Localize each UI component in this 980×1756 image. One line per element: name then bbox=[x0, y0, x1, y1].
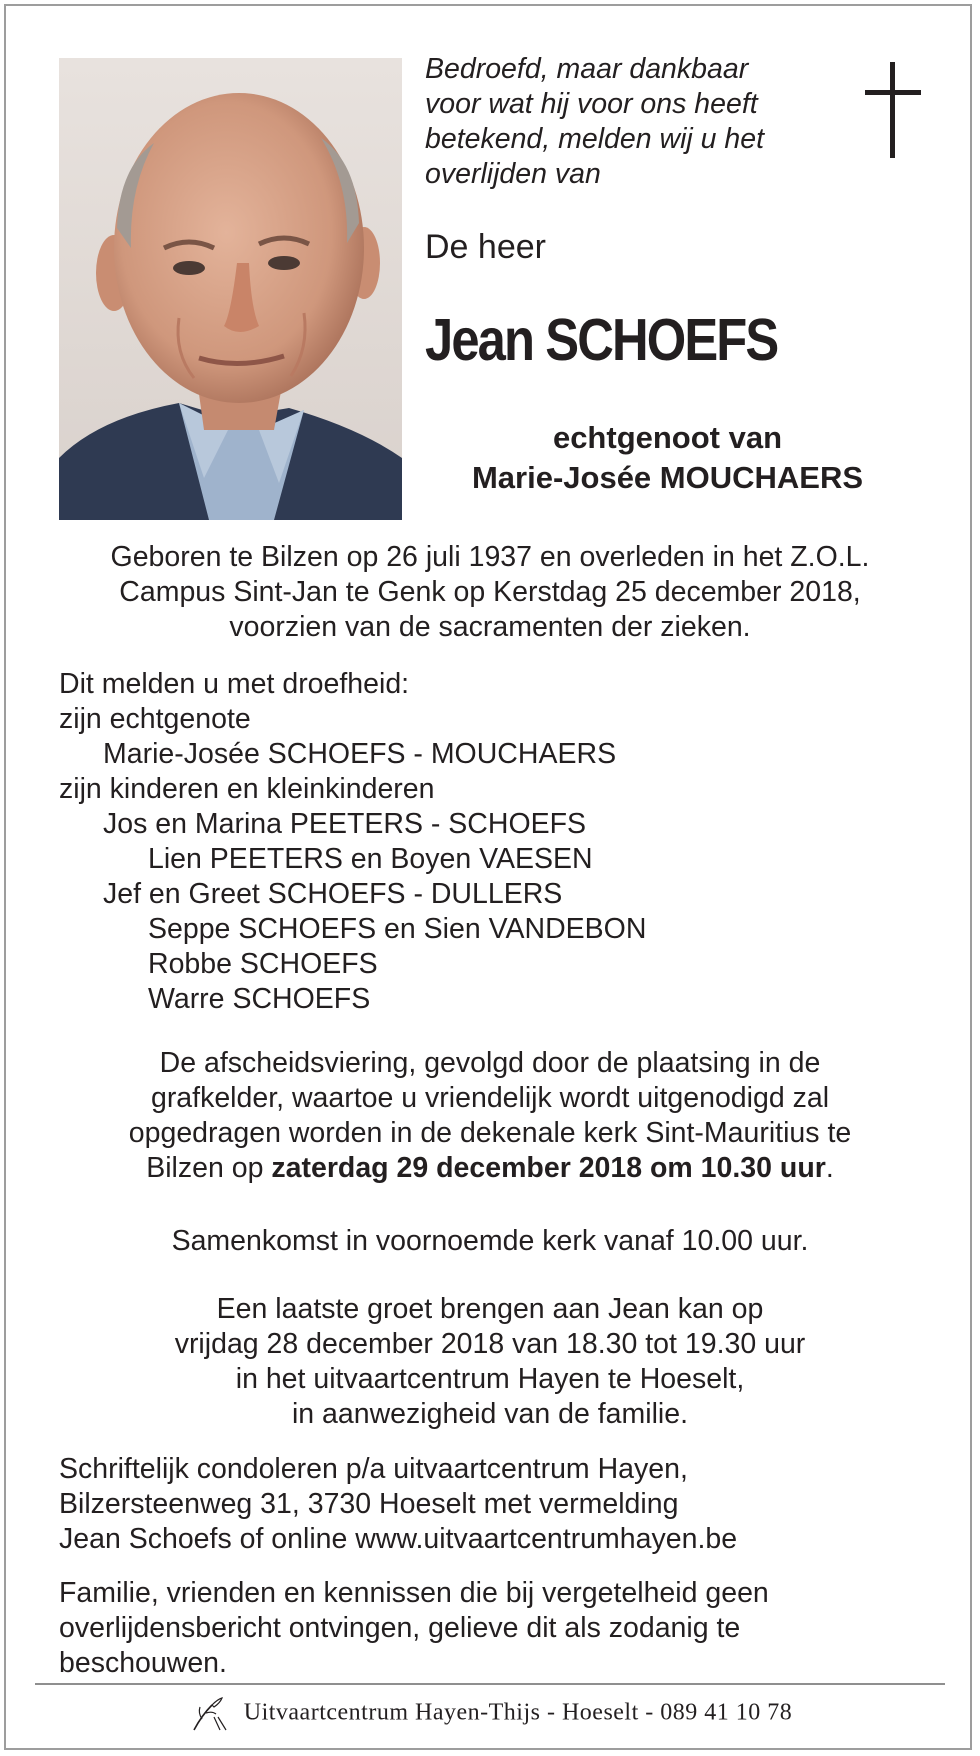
intro-line: betekend, melden wij u het bbox=[425, 123, 765, 155]
family-line: Jos en Marina PEETERS - SCHOEFS bbox=[103, 808, 587, 840]
visit-line: Een laatste groet brengen aan Jean kan op bbox=[216, 1293, 764, 1325]
family-line: Seppe SCHOEFS en Sien VANDEBON bbox=[148, 913, 647, 945]
birth-line: voorzien van de sacramenten der zieken. bbox=[229, 611, 751, 643]
intro-line: voor wat hij voor ons heeft bbox=[425, 88, 758, 120]
intro-line: overlijden van bbox=[425, 158, 601, 190]
spouse-name: Marie-Josée MOUCHAERS bbox=[471, 460, 864, 495]
ceremony-line: De afscheidsviering, gevolgd door de plaatsing in de bbox=[159, 1047, 821, 1079]
relation-label: echtgenoot van bbox=[552, 420, 783, 455]
family-line: Warre SCHOEFS bbox=[148, 983, 371, 1015]
family-line: zijn kinderen en kleinkinderen bbox=[59, 773, 435, 805]
ceremony-line-start: Bilzen op bbox=[146, 1152, 272, 1184]
ceremony-info bbox=[40, 1046, 940, 1186]
birth-death-info bbox=[40, 540, 940, 645]
condolence-line: Bilzersteenweg 31, 3730 Hoeselt met vermelding bbox=[59, 1488, 679, 1520]
family-line: Dit melden u met droefheid: bbox=[59, 668, 410, 700]
visit-line: in aanwezigheid van de familie. bbox=[291, 1398, 689, 1430]
footer bbox=[0, 1697, 980, 1731]
family-list bbox=[59, 667, 919, 1017]
family-line: Lien PEETERS en Boyen VAESEN bbox=[148, 843, 593, 875]
visit-line: vrijdag 28 december 2018 van 18.30 tot 19.30 uur bbox=[174, 1328, 806, 1360]
family-line: Jef en Greet SCHOEFS - DULLERS bbox=[103, 878, 563, 910]
footer-text: Uitvaartcentrum Hayen-Thijs - Hoeselt - 089 41 10 78 bbox=[243, 1699, 793, 1726]
cross-icon bbox=[865, 62, 921, 158]
birth-line: Geboren te Bilzen op 26 juli 1937 en overleden in het Z.O.L. bbox=[110, 541, 870, 573]
ceremony-line bbox=[40, 1151, 940, 1186]
notice-line: overlijdensbericht ontvingen, gelieve dit als zodanig te bbox=[59, 1612, 741, 1644]
spouse-block bbox=[425, 418, 910, 498]
ceremony-line: grafkelder, waartoe u vriendelijk wordt uitgenodigd zal bbox=[150, 1082, 830, 1114]
ceremony-line: opgedragen worden in de dekenale kerk Sint-Mauritius te bbox=[128, 1117, 852, 1149]
notice-line: beschouwen. bbox=[59, 1647, 227, 1679]
intro-line: Bedroefd, maar dankbaar bbox=[425, 53, 749, 85]
title-prefix: De heer bbox=[425, 228, 546, 266]
leaf-logo-icon bbox=[188, 1697, 230, 1731]
ceremony-line-end: . bbox=[825, 1152, 834, 1184]
condolence-line: Jean Schoefs of online www.uitvaartcentrumhayen.be bbox=[59, 1523, 738, 1555]
deceased-name: Jean SCHOEFS bbox=[425, 307, 778, 373]
ceremony-date: zaterdag 29 december 2018 om 10.30 uur bbox=[271, 1152, 826, 1184]
visit-info bbox=[40, 1292, 940, 1432]
condolence-line: Schriftelijk condoleren p/a uitvaartcentrum Hayen, bbox=[59, 1453, 688, 1485]
birth-line: Campus Sint-Jan te Genk op Kerstdag 25 december 2018, bbox=[119, 576, 861, 608]
family-line: zijn echtgenote bbox=[59, 703, 251, 735]
notice-line: Familie, vrienden en kennissen die bij vergetelheid geen bbox=[59, 1577, 769, 1609]
visit-line: in het uitvaartcentrum Hayen te Hoeselt, bbox=[235, 1363, 745, 1395]
notice-text bbox=[59, 1576, 919, 1681]
footer-divider bbox=[35, 1683, 945, 1685]
family-line: Robbe SCHOEFS bbox=[148, 948, 378, 980]
portrait-photo bbox=[59, 58, 402, 520]
family-line: Marie-Josée SCHOEFS - MOUCHAERS bbox=[103, 738, 617, 770]
condolence-info bbox=[59, 1452, 919, 1557]
intro-text bbox=[425, 52, 845, 192]
meeting-info: Samenkomst in voornoemde kerk vanaf 10.00 uur. bbox=[171, 1225, 809, 1257]
